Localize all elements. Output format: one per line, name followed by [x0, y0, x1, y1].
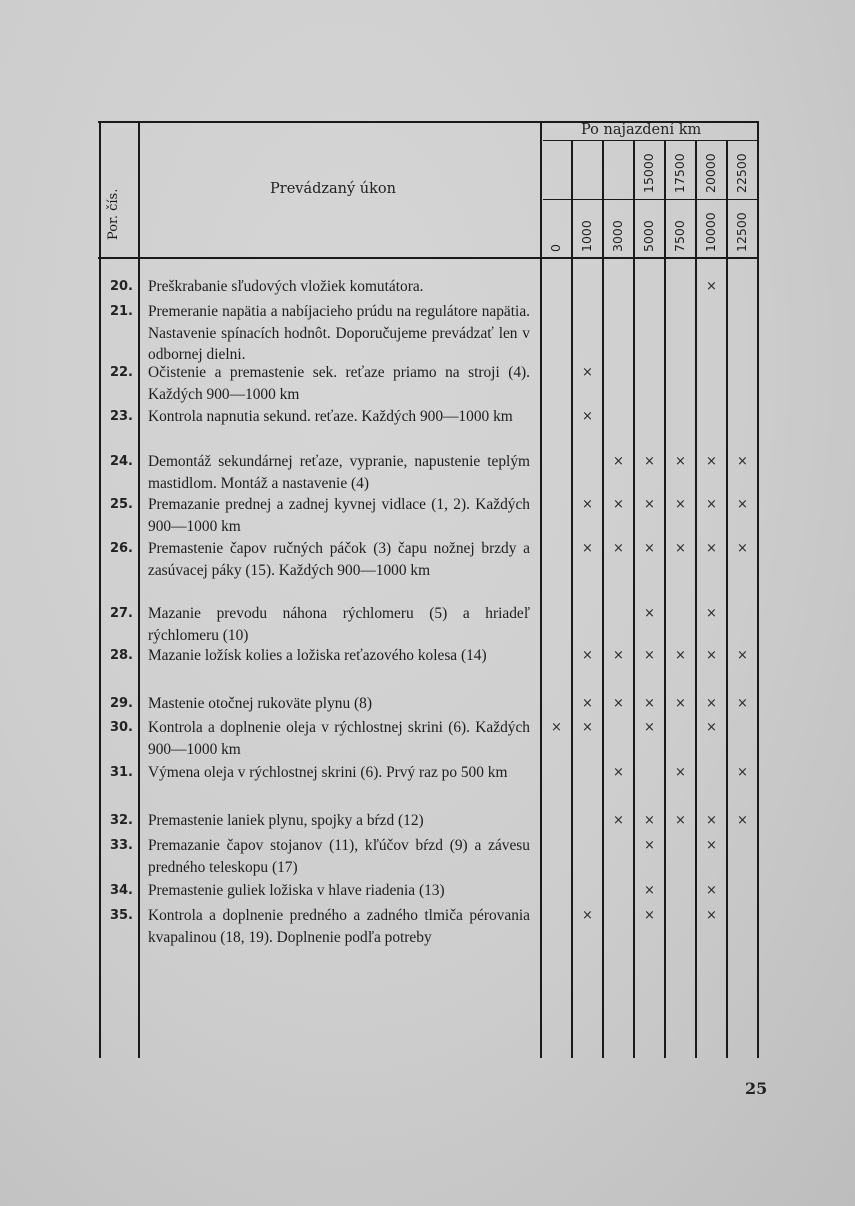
interval-mark: ×: [706, 883, 717, 898]
row-task-text: Kontrola napnutia sekund. reťaze. Každých 900—1000 km: [148, 408, 513, 425]
km-column-header-upper: 22500: [734, 153, 749, 193]
row-task-text: Mastenie otočnej rukoväte plynu (8): [148, 695, 372, 712]
table-right-border: [757, 121, 759, 1058]
number-column-divider: [138, 121, 140, 1058]
interval-mark: ×: [582, 365, 593, 380]
interval-mark: ×: [644, 648, 655, 663]
row-number: 30.: [109, 720, 133, 735]
interval-mark: ×: [675, 541, 686, 556]
interval-mark: ×: [706, 813, 717, 828]
interval-mark: ×: [644, 454, 655, 469]
interval-mark: ×: [737, 648, 748, 663]
interval-mark: ×: [737, 765, 748, 780]
row-number: 32.: [109, 813, 133, 828]
interval-mark: ×: [675, 696, 686, 711]
row-number: 29.: [109, 696, 133, 711]
interval-mark: ×: [582, 908, 593, 923]
interval-mark: ×: [644, 813, 655, 828]
row-number: 27.: [109, 606, 133, 621]
interval-mark: ×: [675, 813, 686, 828]
header-bottom-rule: [98, 257, 758, 259]
interval-mark: ×: [644, 696, 655, 711]
interval-mark: ×: [737, 454, 748, 469]
interval-mark: ×: [706, 908, 717, 923]
interval-mark: ×: [706, 720, 717, 735]
interval-mark: ×: [613, 765, 624, 780]
row-number: 34.: [109, 883, 133, 898]
km-column-header-upper: 15000: [641, 153, 656, 193]
interval-mark: ×: [582, 541, 593, 556]
km-column-header-lower: 3000: [610, 220, 625, 252]
interval-mark: ×: [675, 454, 686, 469]
row-number: 26.: [109, 541, 133, 556]
interval-mark: ×: [582, 720, 593, 735]
number-column-header: Por. čís.: [106, 188, 121, 240]
interval-mark: ×: [706, 838, 717, 853]
interval-mark: ×: [582, 409, 593, 424]
interval-mark: ×: [737, 497, 748, 512]
interval-mark: ×: [613, 696, 624, 711]
interval-mark: ×: [644, 606, 655, 621]
row-number: 21.: [109, 304, 133, 319]
interval-mark: ×: [737, 541, 748, 556]
row-task-text: Kontrola a doplnenie predného a zadného tlmiča pérovania kvapalinou (18, 19). Doplnenie podľa potreby: [148, 907, 530, 946]
row-task-text: Premazanie čapov stojanov (11), kľúčov bŕzd (9) a závesu predného teleskopu (17): [148, 837, 530, 876]
interval-mark: ×: [706, 541, 717, 556]
interval-mark: ×: [582, 648, 593, 663]
row-number: 23.: [109, 409, 133, 424]
km-column-header-upper: 20000: [703, 153, 718, 193]
row-task-text: Premastenie laniek plynu, spojky a bŕzd (12): [148, 812, 424, 829]
interval-mark: ×: [551, 720, 562, 735]
row-number: 20.: [109, 279, 133, 294]
row-number: 22.: [109, 365, 133, 380]
row-task-text: Mazanie prevodu náhona rýchlomeru (5) a hriadeľ rýchlomeru (10): [148, 605, 530, 644]
row-task-text: Premastenie guliek ložiska v hlave riadenia (13): [148, 882, 445, 899]
km-column-header-lower: 7500: [672, 220, 687, 252]
row-number: 31.: [109, 765, 133, 780]
interval-mark: ×: [613, 454, 624, 469]
interval-mark: ×: [675, 648, 686, 663]
row-task-text: Kontrola a doplnenie oleja v rýchlostnej skrini (6). Každých 900—1000 km: [148, 719, 530, 758]
row-task-text: Premastenie čapov ručných páčok (3) čapu nožnej brzdy a zasúvacej páky (15). Každých 900—1000 km: [148, 540, 530, 579]
interval-mark: ×: [706, 696, 717, 711]
interval-mark: ×: [644, 908, 655, 923]
km-column-header-upper: 17500: [672, 153, 687, 193]
row-number: 35.: [109, 908, 133, 923]
interval-mark: ×: [644, 497, 655, 512]
row-number: 24.: [109, 454, 133, 469]
interval-mark: ×: [737, 696, 748, 711]
km-column-header-lower: 5000: [641, 220, 656, 252]
task-column-header: Prevádzaný úkon: [270, 181, 397, 197]
km-group-rule: [543, 140, 757, 141]
row-number: 28.: [109, 648, 133, 663]
page-number: 25: [745, 1079, 768, 1098]
row-number: 25.: [109, 497, 133, 512]
km-column-header-lower: 0: [548, 244, 563, 252]
row-task-text: Premeranie napätia a nabíjacieho prúdu na regulátore napätia. Nastavenie spínacích hodnôt. Doporučujeme prevádzať len v odbornej dielni.: [148, 303, 530, 363]
interval-mark: ×: [644, 838, 655, 853]
interval-mark: ×: [644, 883, 655, 898]
interval-mark: ×: [706, 648, 717, 663]
interval-mark: ×: [613, 648, 624, 663]
interval-mark: ×: [582, 497, 593, 512]
interval-mark: ×: [613, 497, 624, 512]
row-task-text: Očistenie a premastenie sek. reťaze priamo na stroji (4). Každých 900—1000 km: [148, 364, 530, 403]
task-column-divider: [540, 121, 542, 1058]
interval-mark: ×: [706, 606, 717, 621]
km-column-header-lower: 12500: [734, 212, 749, 252]
interval-mark: ×: [675, 765, 686, 780]
interval-mark: ×: [644, 720, 655, 735]
interval-mark: ×: [675, 497, 686, 512]
km-group-header: Po najazdení km: [581, 122, 702, 138]
table-left-border: [99, 121, 101, 1058]
km-split-rule: [543, 199, 757, 200]
row-task-text: Demontáž sekundárnej reťaze, vypranie, napustenie teplým mastidlom. Montáž a nastavenie (4): [148, 453, 530, 492]
km-column-header-lower: 1000: [579, 220, 594, 252]
row-task-text: Mazanie ložísk kolies a ložiska reťazového kolesa (14): [148, 647, 487, 664]
row-task-text: Výmena oleja v rýchlostnej skrini (6). Prvý raz po 500 km: [148, 764, 508, 781]
interval-mark: ×: [706, 279, 717, 294]
interval-mark: ×: [582, 696, 593, 711]
row-number: 33.: [109, 838, 133, 853]
interval-mark: ×: [706, 497, 717, 512]
interval-mark: ×: [613, 541, 624, 556]
interval-mark: ×: [706, 454, 717, 469]
row-task-text: Premazanie prednej a zadnej kyvnej vidlace (1, 2). Každých 900—1000 km: [148, 496, 530, 535]
interval-mark: ×: [644, 541, 655, 556]
km-column-header-lower: 10000: [703, 212, 718, 252]
interval-mark: ×: [613, 813, 624, 828]
row-task-text: Preškrabanie sľudových vložiek komutátora.: [148, 278, 424, 295]
interval-mark: ×: [737, 813, 748, 828]
